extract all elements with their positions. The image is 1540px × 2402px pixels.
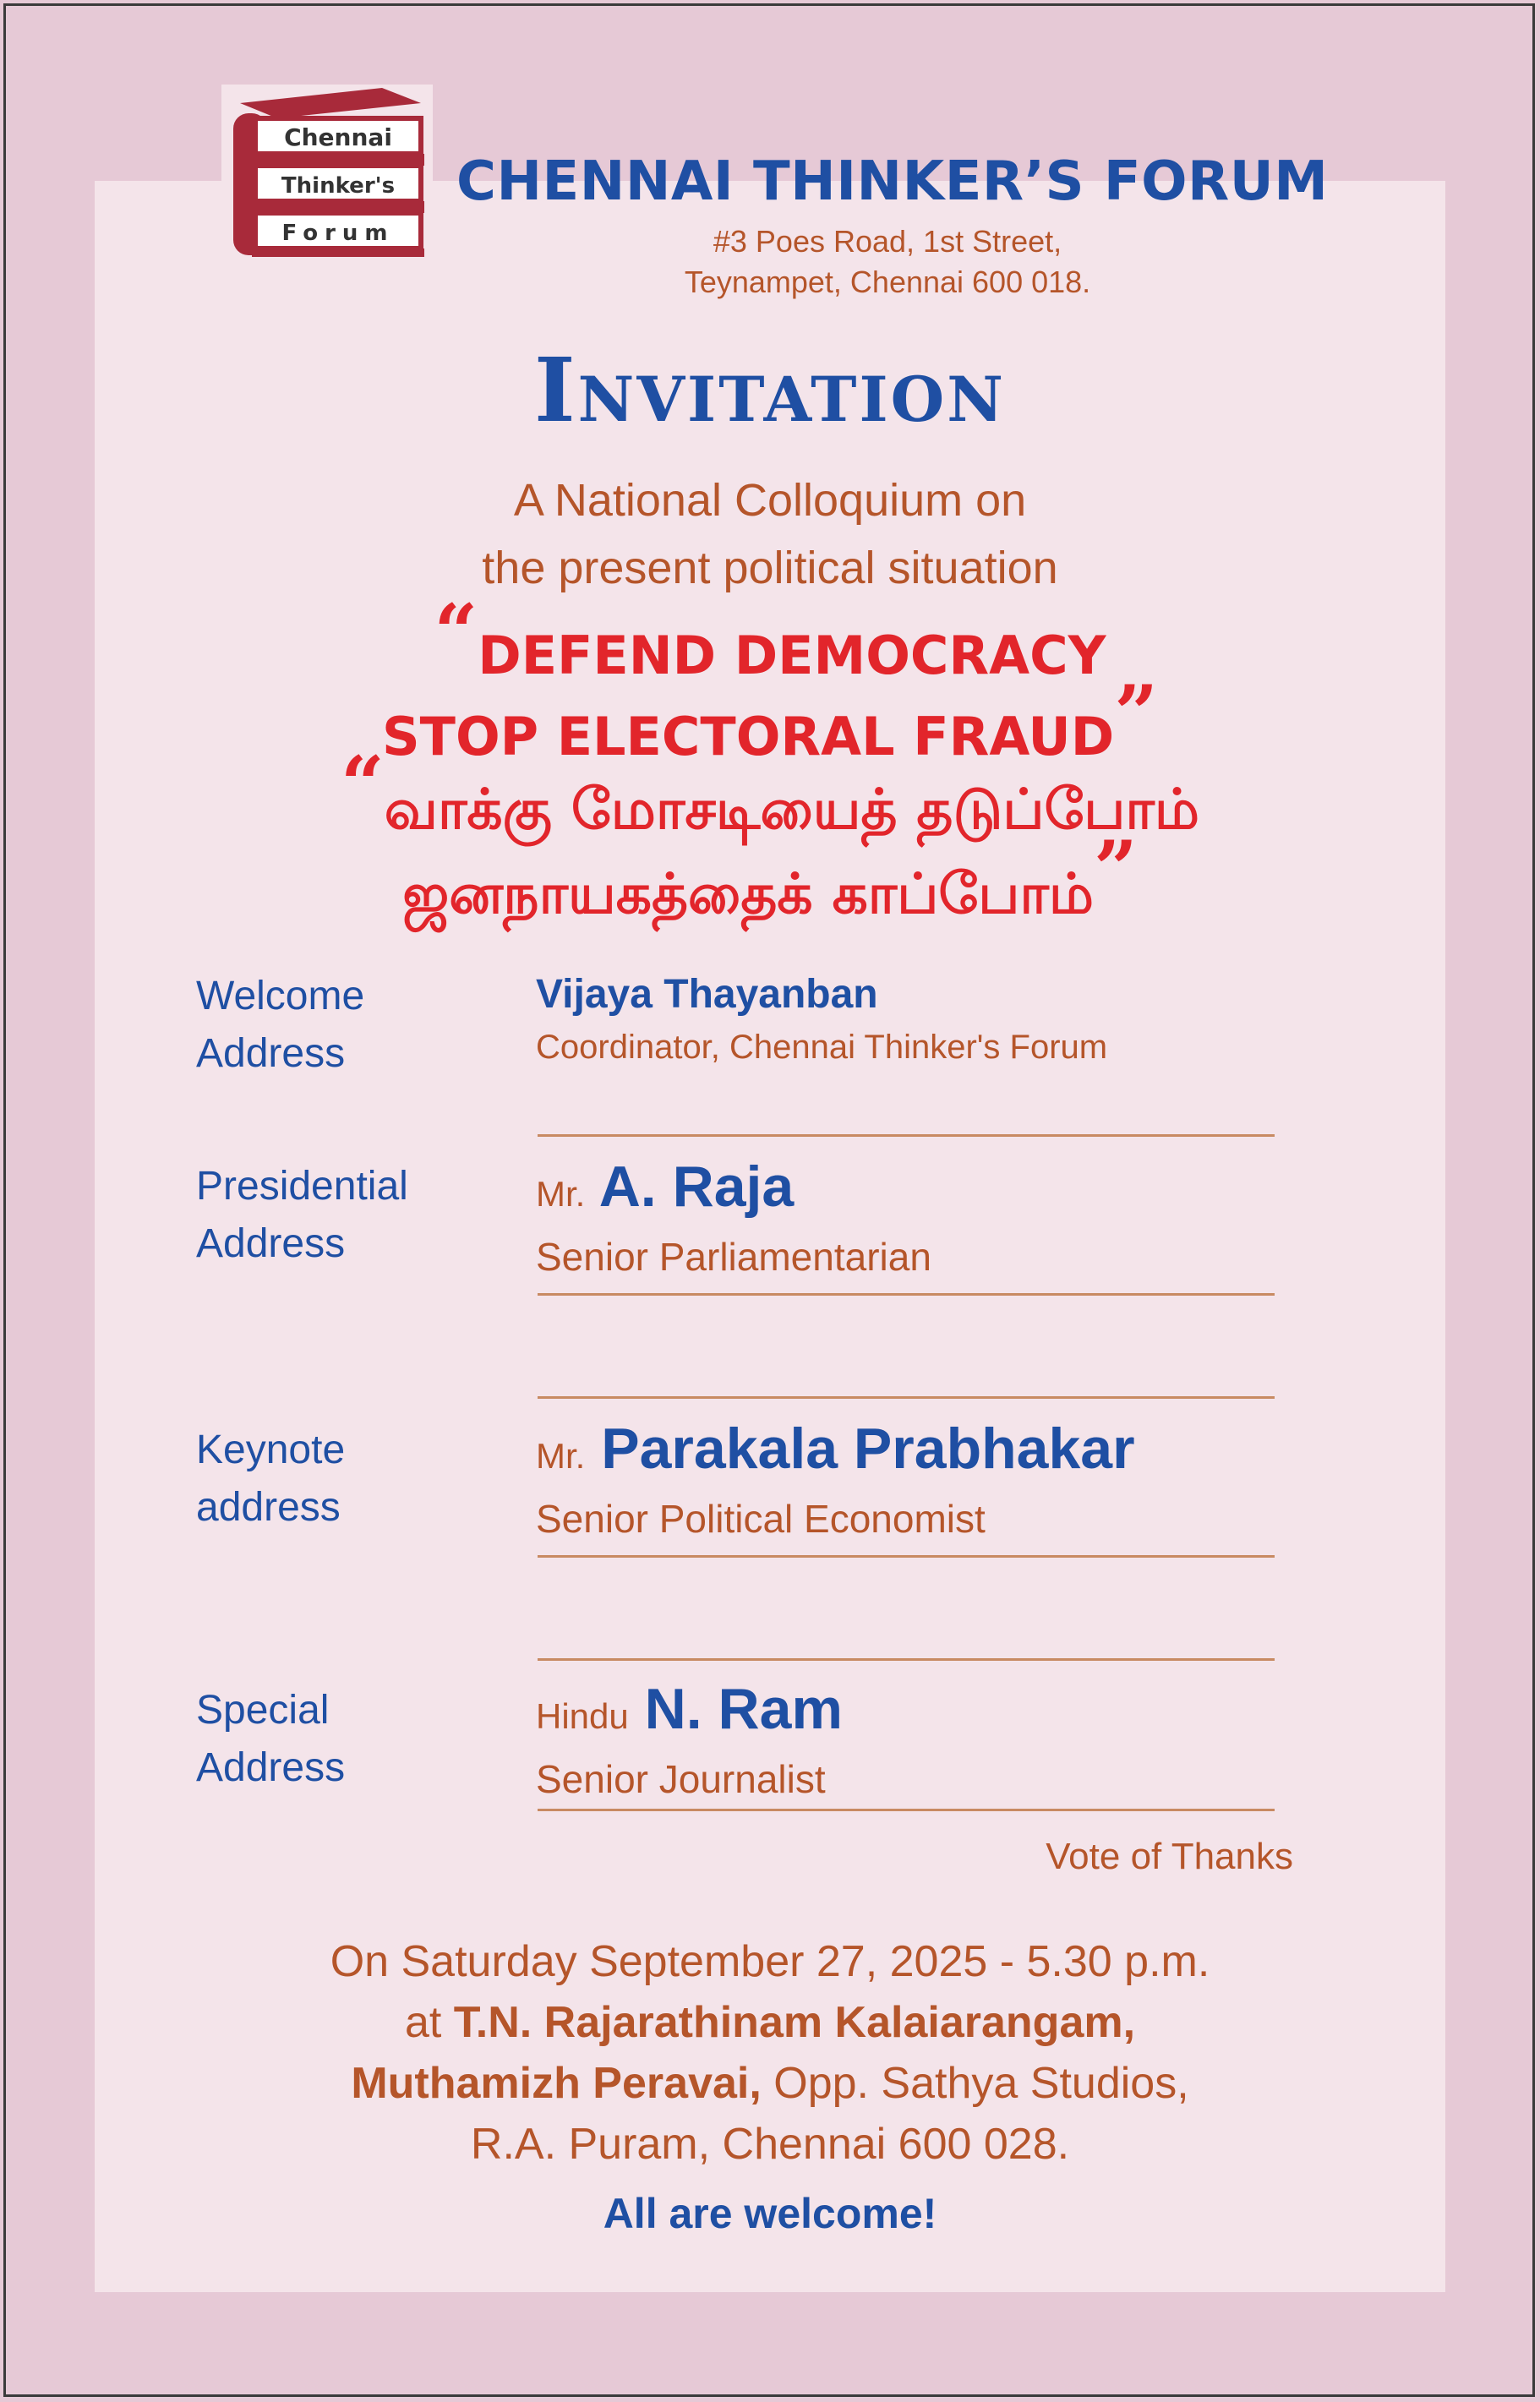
slogan-ta-line-2: ஜனநாயகத்தைக் காப்போம் [402, 861, 1094, 926]
vote-of-thanks: Vote of Thanks [1046, 1836, 1293, 1877]
event-at: at [404, 1998, 442, 2047]
speaker-desc: Senior Journalist [536, 1757, 826, 1801]
speaker-name-line [536, 1413, 1381, 1492]
slogan-en-line-1: DEFEND DEMOCRACY [478, 625, 1106, 686]
divider [538, 1809, 1275, 1811]
event-venue-line-3: R.A. Puram, Chennai 600 028. [470, 2120, 1070, 2169]
role-presidential [196, 1158, 450, 1273]
slogan-english [0, 587, 1540, 778]
event-venue-line-1 [0, 1992, 1540, 2053]
speaker-name: A. Raja [598, 1155, 795, 1219]
intro-line-2: the present political situation [482, 543, 1058, 593]
address-line-1: #3 Poes Road, 1st Street, [713, 224, 1062, 259]
role-line-2: Address [196, 1031, 346, 1076]
role-welcome [196, 968, 450, 1083]
speaker-name-line [536, 1673, 1381, 1752]
speaker-prefix: Mr. [536, 1436, 586, 1476]
slogan-tamil [0, 740, 1540, 936]
speaker-presidential [536, 1151, 1381, 1284]
org-name: CHENNAI THINKER’S FORUM [456, 150, 1329, 213]
close-quote-ta: ” [1093, 824, 1138, 914]
role-line-2: address [196, 1485, 341, 1530]
speaker-prefix: Hindu [536, 1696, 629, 1736]
open-quote-ta: “ [341, 740, 385, 829]
role-keynote [196, 1422, 450, 1537]
venue-sub: Muthamizh Peravai, [351, 2059, 762, 2108]
book-stack-logo [221, 85, 433, 266]
event-venue-line-2 [0, 2053, 1540, 2114]
slogan-en-line-2: STOP ELECTORAL FRAUD [382, 706, 1115, 767]
org-address [592, 221, 1183, 303]
divider [538, 1555, 1275, 1558]
speaker-keynote [536, 1413, 1381, 1546]
speaker-prefix: Mr. [536, 1174, 586, 1214]
role-line-2: Address [196, 1745, 346, 1790]
speaker-desc: Senior Parliamentarian [536, 1235, 931, 1279]
venue-landmark: Opp. Sathya Studios, [773, 2059, 1189, 2108]
intro-line-1: A National Colloquium on [513, 475, 1027, 526]
slogan-ta-line-1: வாக்கு மோசடியைத் தடுப்போம் [384, 777, 1199, 842]
invitation-title: Invitation [534, 338, 1006, 442]
role-line-1: Keynote [196, 1428, 346, 1472]
address-line-2: Teynampet, Chennai 600 018. [684, 265, 1091, 299]
speaker-desc: Senior Political Economist [536, 1497, 986, 1541]
close-quote: ” [1114, 669, 1158, 758]
event-date: On Saturday September 27, 2025 - 5.30 p.m. [330, 1937, 1210, 1986]
role-line-1: Presidential [196, 1164, 408, 1209]
speaker-name: Parakala Prabhakar [601, 1417, 1135, 1481]
logo-text-2: Thinker's [281, 173, 396, 199]
intro-text [0, 467, 1540, 602]
role-line-2: Address [196, 1221, 346, 1266]
speaker-welcome [536, 968, 1381, 1073]
speaker-special [536, 1673, 1381, 1806]
divider [538, 1396, 1275, 1399]
closing-welcome: All are welcome! [603, 2190, 937, 2237]
divider [538, 1134, 1275, 1137]
venue-name: T.N. Rajarathinam Kalaiarangam, [453, 1998, 1136, 2047]
speaker-name: N. Ram [644, 1677, 843, 1741]
role-line-1: Special [196, 1688, 330, 1733]
divider [538, 1658, 1275, 1661]
speaker-desc: Coordinator, Chennai Thinker's Forum [536, 1029, 1108, 1066]
open-quote: “ [434, 587, 478, 677]
logo-text-1: Chennai [284, 123, 392, 151]
event-details [0, 1931, 1540, 2175]
speaker-name: Vijaya Thayanban [536, 972, 878, 1017]
divider [538, 1293, 1275, 1296]
role-special [196, 1682, 450, 1797]
speaker-name-line [536, 1151, 1381, 1230]
logo-text-3: Forum [281, 221, 395, 246]
role-line-1: Welcome [196, 974, 365, 1018]
